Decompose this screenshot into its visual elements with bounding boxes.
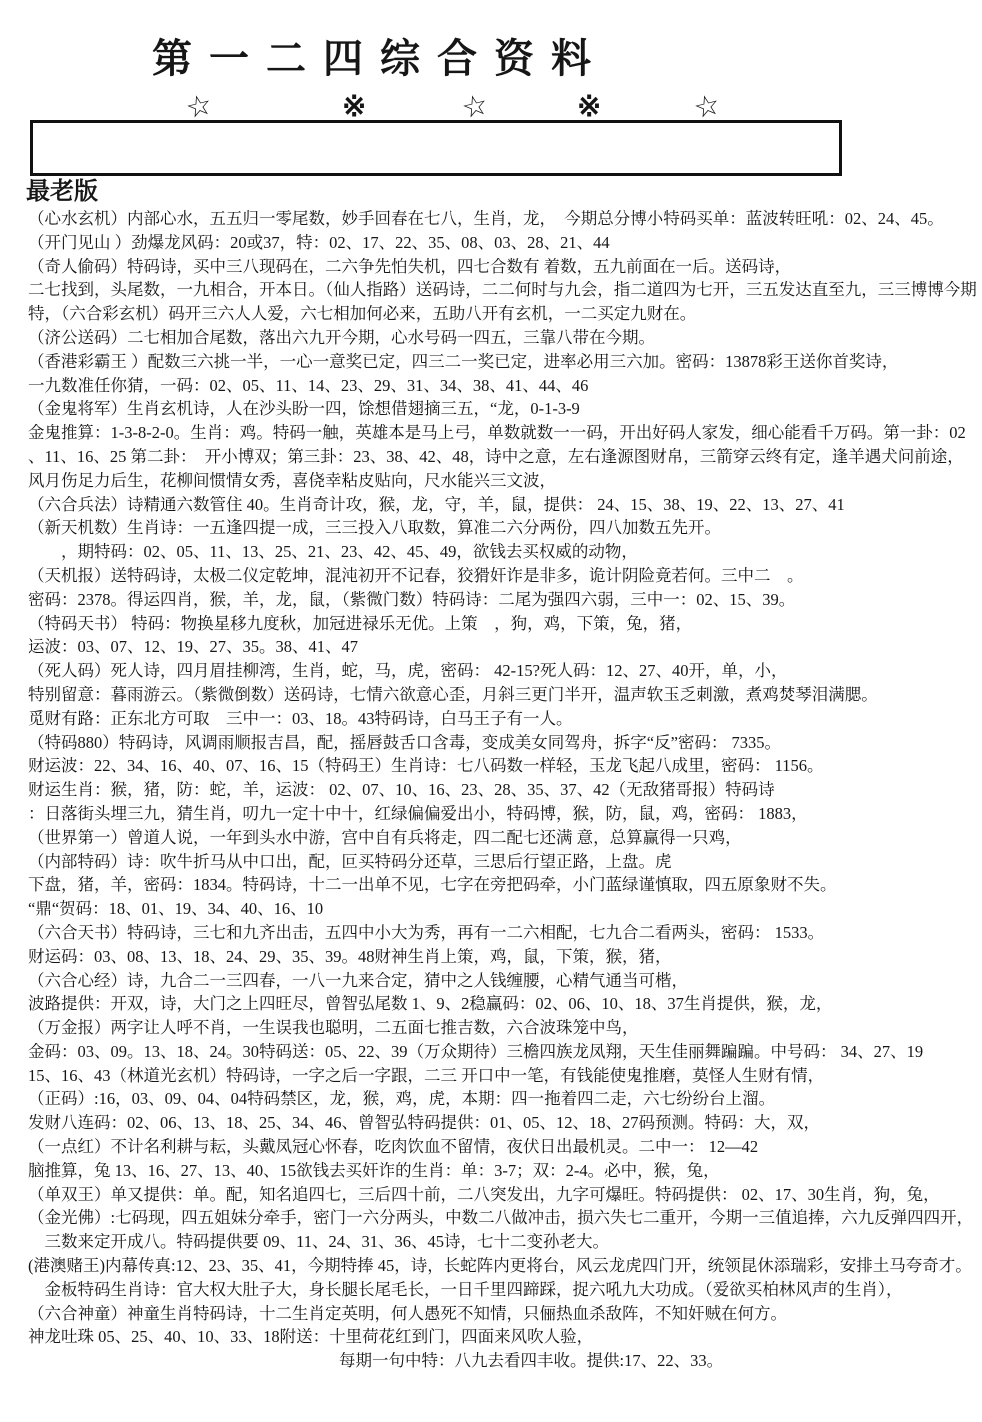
footer-line: 每期一句中特：八九去看四丰收。提供:17、22、33。 bbox=[339, 1351, 724, 1371]
reference-mark-icon: ※ bbox=[577, 91, 602, 123]
text-line: （单双王）单又提供：单。配，知名追四七，三后四十前，二八突发出，九字可爆旺。特码提供： 02、17、30生肖，狗，兔， bbox=[28, 1184, 940, 1204]
text-line: （奇人偷码）特码诗，买中三八现码在，二六争先怕失机，四七合数有 着数，五九前面在一后。送码诗， bbox=[28, 256, 792, 276]
star-icon: ☆ bbox=[182, 88, 216, 126]
text-line: （六合兵法）诗精通六数管住 40。生肖奇计攻，猴，龙，守，羊，鼠，提供： 24、15、38、19、22、13、27、41 bbox=[28, 494, 845, 514]
text-line: （心水玄机）内部心水，五五归一零尾数，妙手回春在七八，生肖，龙， 今期总分博小特码买单：蓝波转旺吼：02、24、45。 bbox=[28, 209, 944, 228]
text-line: 三数来定开成八。特码提供要 09、11、24、31、36、45诗，七十二变孙老大。 bbox=[28, 1232, 610, 1252]
text-line: （正码）:16，03、09、04、04特码禁区，龙，猴，鸡，虎，本期：四一拖着四二走，六七纷纷台上溜。 bbox=[28, 1089, 776, 1109]
text-line: 15、16、43（林道光玄机）特码诗，一字之后一字跟，二三 开口中一笔，有钱能使鬼推磨，莫怪人生财有情， bbox=[28, 1065, 825, 1085]
text-line: 特，（六合彩玄机）码开三六人人爱，六七相加何必来，五助八开有玄机，一二买定九财在。 bbox=[28, 304, 697, 324]
text-line: （六合天书）特码诗，三七和九齐出击，五四中小大为秀，再有一二六相配，七九合二看两头，密码： 1533。 bbox=[28, 922, 825, 942]
text-line: 金板特码生肖诗：官大权大肚子大，身长腿长尾毛长，一日千里四蹄踩，捉六吼九大功成。（爱欲买柏林风声的生肖）， bbox=[28, 1279, 903, 1299]
text-line: （六合心经）诗，九合二一三四春，一八一九来合定，猜中之人钱缠腰，心精气通当可楷， bbox=[28, 970, 688, 990]
text-line: （死人码）死人诗，四月眉挂柳湾，生肖，蛇，马，虎，密码： 42-15?死人码：12、27、40开，单，小， bbox=[28, 661, 788, 681]
text-line: （一点红）不计名利耕与耘，头戴凤冠心怀春，吃肉饮血不留情，夜伏日出最机灵。二中一： 12—42 bbox=[28, 1137, 759, 1157]
text-line: （天机报）送特码诗，太极二仪定乾坤，混沌初开不记春，狡猾奸诈是非多，诡计阴险竟若何。三中二 。 bbox=[28, 565, 804, 585]
text-line: 神龙吐珠 05、25、40、10、33、18附送：十里荷花红到门，四面来风吹人验， bbox=[28, 1327, 594, 1347]
text-line: （特码天书） 特码：物换星移九度秋，加冠进禄乐无优。上策 ，狗，鸡，下策，兔，猪， bbox=[28, 613, 693, 633]
text-line: （内部特码）诗：吹牛折马从中口出，配，叵买特码分还草，三思后行望正路，上盘。虎 bbox=[28, 851, 672, 871]
text-line: （六合神童）神童生肖特码诗，十二生肖定英明，何人愚死不知情，只俪热血杀敌阵，不知奸贼在何方。 bbox=[28, 1303, 787, 1323]
text-line: 运波：03、07、12、19、27、35。38、41、47 bbox=[28, 637, 358, 657]
text-line: 觅财有路：正东北方可取 三中一：03、18。43特码诗，白马王子有一人。 bbox=[28, 708, 573, 728]
text-line: 特别留意：暮雨游云。（紫微倒数）送码诗，七情六欲意心歪，月斜三更门半开，温声软玉乏刺激，煮鸡焚琴泪满腮。 bbox=[28, 684, 878, 704]
text-line: （新天机数）生肖诗：一五逢四提一成，三三投入八取数，算准二六分两份，四八加数五先开。 bbox=[28, 518, 721, 538]
text-line: 、11、16、25 第二卦： 开小博双；第三卦：23、38、42、48，诗中之意，左右逢源图财帛，三箭穿云终有定，逢羊遇犬问前途， bbox=[28, 446, 964, 466]
star-icon: ☆ bbox=[458, 88, 492, 126]
text-line: （万金报）两字让人呼不肖，一生误我也聪明，二五面七推吉数，六合波珠笼中鸟， bbox=[28, 1018, 639, 1038]
reference-mark-icon: ※ bbox=[342, 91, 367, 123]
text-line: “鼎“贺码：18、01、19、34、40、16、10 bbox=[28, 899, 324, 919]
text-line: 发财八连码：02、06、13、18、25、34、46、曾智弘特码提供：01、05、12、18、27码预测。特码：大，双， bbox=[28, 1113, 820, 1133]
edition-label: 最老版 bbox=[26, 179, 98, 205]
text-line: （金鬼将军）生肖玄机诗，人在沙头盼一四，馀想借翅摘三五，“龙，0-1-3-9 bbox=[28, 399, 580, 419]
text-line: 财运波：22、34、16、40、07、16、15（特码王）生肖诗：七八码数一样轻，玉龙飞起八成里，密码： 1156。 bbox=[28, 756, 824, 776]
text-line: （济公送码）二七相加合尾数，落出六九开今期，心水号码一四五，三靠八带在今期。 bbox=[28, 327, 655, 347]
text-line: ：日落街头埋三九，猜生肖，叨九一定十中十，红绿偏偏爱出小，特码博，猴，防，鼠，鸡，密码： 1883， bbox=[28, 803, 808, 823]
text-line: 下盘，猪，羊，密码：1834。特码诗，十二一出单不见，七字在旁把码牵，小门蓝绿谨慎取，四五原象财不失。 bbox=[28, 875, 837, 895]
text-line: 风月伤足力后生，花柳间惯情女秀，喜侥幸粘皮贴向，尺水能兴三文波， bbox=[28, 470, 556, 490]
text-line: （金光佛）:七码现，四五姐妹分牵手，密门一六分两头，中数二八做冲击，损六失七二重开，今期一三值追捧，六九反弹四四开， bbox=[28, 1208, 974, 1228]
text-line: (港澳赌王)内幕传真:12、23、35、41，今期特捧 45，诗，长蛇阵内更将台，风云龙虎四门开，统领昆休添瑞彩，安排土马夸奇才。 bbox=[28, 1256, 972, 1276]
text-line: （开门见山 ）劲爆龙风码：20或37，特：02、17、22、35、08、03、28、21、44 bbox=[28, 232, 610, 252]
blank-notice-box bbox=[30, 120, 842, 176]
text-line: 密码：2378。得运四肖，猴，羊，龙，鼠，（紫微门数）特码诗：二尾为强四六弱，三中一：02、15、39。 bbox=[28, 589, 796, 609]
star-icon: ☆ bbox=[690, 88, 724, 126]
text-line: 财运码：03、08、13、18、24、29、35、39。48财神生肖上策，鸡，鼠，下策，猴，猪， bbox=[28, 946, 672, 966]
page-title: 第一二四综合资料 bbox=[152, 36, 608, 81]
text-line: 二七找到，头尾数，一九相合，开本日。（仙人指路）送码诗，二二何时与九会，指二道四为七开，三五发达直至九，三三博博今期 bbox=[28, 280, 977, 300]
text-line: 财运生肖：猴，猪，防：蛇，羊，运波： 02、07、10、16、23、28、35、37、42（无敌猪哥报）特码诗 bbox=[28, 780, 775, 800]
text-line: 金码：03、09。13、18、24。30特码送：05、22、39（万众期待）三檐四族龙凤翔，天生佳丽舞蹁蹁。中号码： 34、27、19 bbox=[28, 1041, 924, 1061]
text-line: （香港彩霸王 ）配数三六挑一半，一心一意奖已定，四三二一奖已定，进率必用三六加。密码：13878彩王送你首奖诗， bbox=[28, 351, 899, 371]
text-line: 脑推算，兔 13、16、27、13、40、15欲钱去买奸诈的生肖：单：3-7；双：2-4。必中，猴，兔， bbox=[28, 1160, 720, 1180]
text-line: 金鬼推算：1-3-8-2-0。生肖：鸡。特码一触，英雄本是马上弓，单数就数一一码，开出好码人家发，细心能看千万码。第一卦：02 bbox=[28, 423, 966, 443]
content-lines bbox=[0, 207, 982, 1349]
text-line: ，期特码：02、05、11、13、25、21、23、42、45、49，欲钱去买权威的动物， bbox=[28, 542, 638, 562]
text-line: （特码880）特码诗，风调雨顺报吉昌，配，摇唇鼓舌口含毒，变成美女同驾舟，拆字“反”密码： 7335。 bbox=[28, 732, 782, 752]
decorative-symbols-row bbox=[0, 88, 982, 126]
text-line: 一九数准任你猜，一码：02、05、11、14、23、29、31、34、38、41、44、46 bbox=[28, 375, 589, 395]
text-line: （世界第一）曾道人说，一年到头水中游，宫中自有兵将走，四二配七还满 意，总算赢得一只鸡， bbox=[28, 827, 742, 847]
text-line: 波路提供：开双，诗，大门之上四旺尽，曾智弘尾数 1、9、2稳赢码：02、06、10、18、37生肖提供，猴，龙， bbox=[28, 994, 833, 1014]
